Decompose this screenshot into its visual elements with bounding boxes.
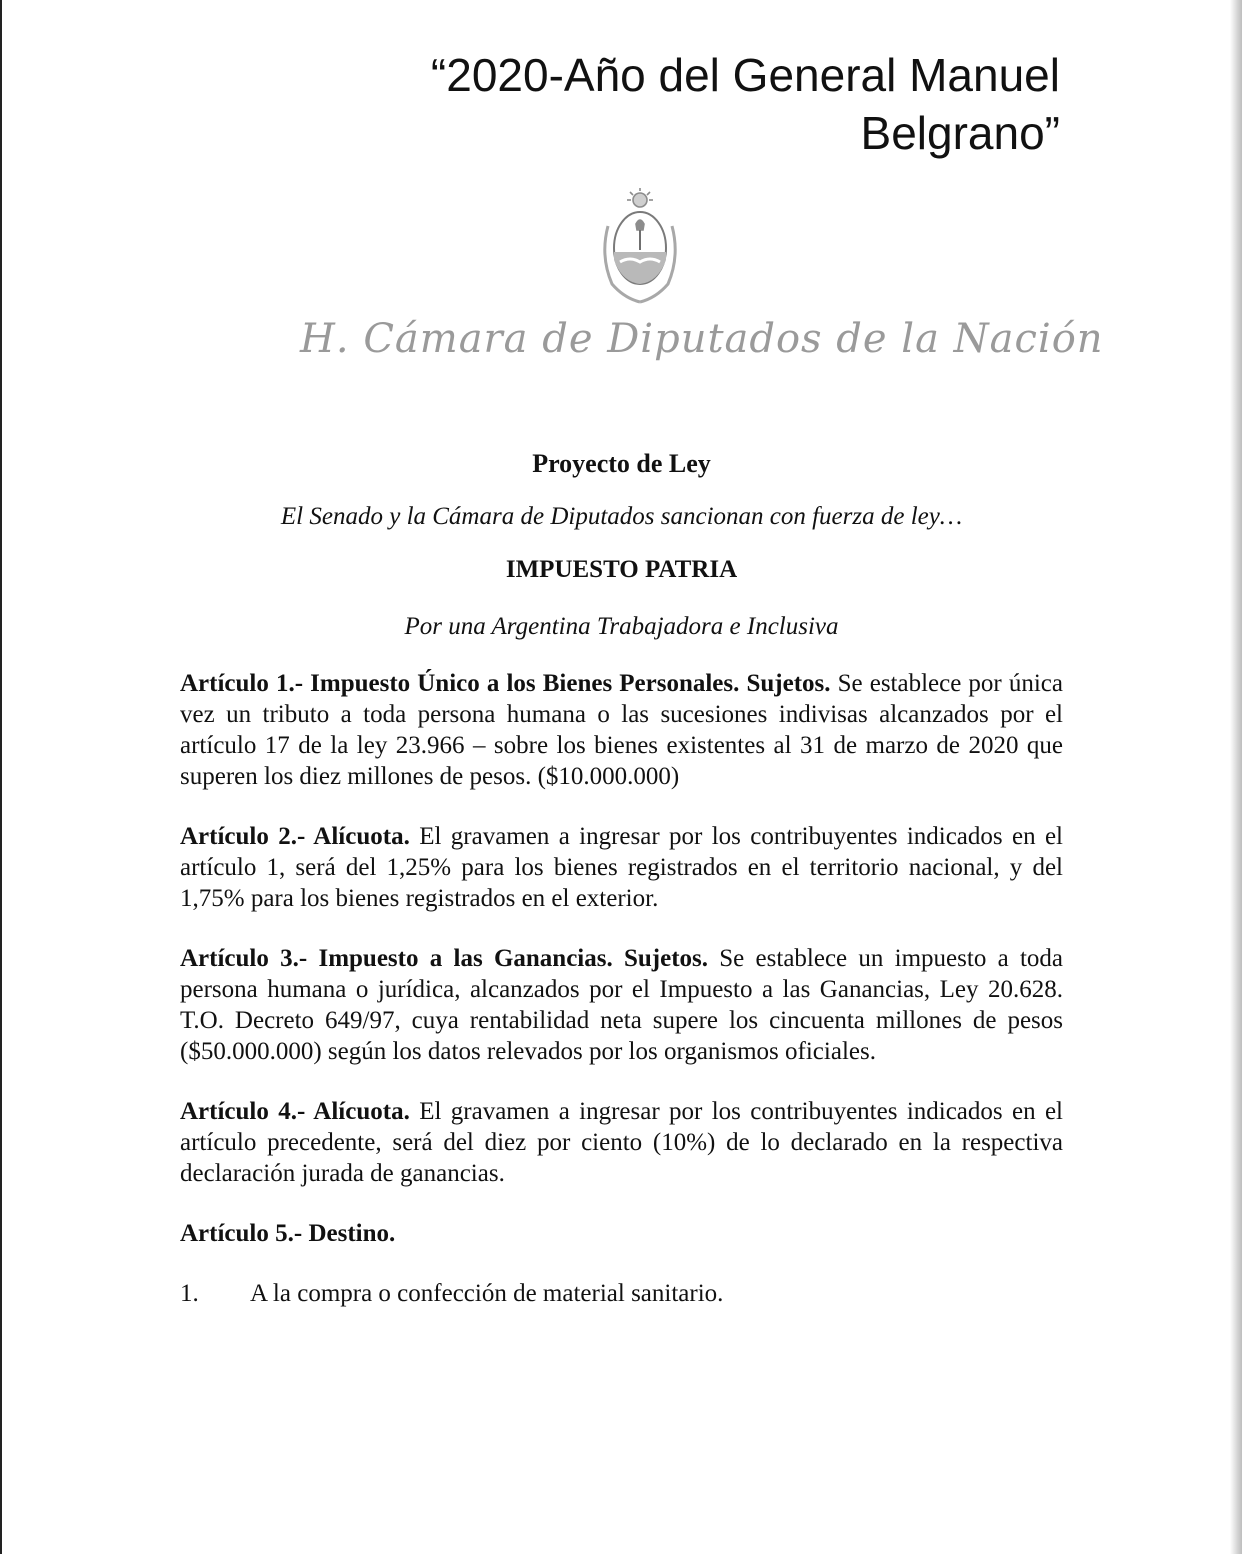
page-left-border	[0, 0, 2, 1554]
article-5	[180, 1218, 1063, 1249]
page-right-shadow	[1230, 0, 1242, 1554]
article-text: El gravamen a ingresar por los contribuyentes indicados en el artículo 1, será del 1,25% para los bienes registrados en el territorio nacional, y del 1,75% para los bienes registrados en el exterior.	[180, 823, 1063, 912]
year-banner-line-1: “2020-Año del General Manuel	[430, 49, 1060, 101]
article-heading: Artículo 4.- Alícuota.	[180, 1098, 410, 1125]
article-text: Se establece por única vez un tributo a toda persona humana o las sucesiones indivisas alcanzados por el artículo 17 de la ley 23.966 – sobre los bienes existentes al 31 de marzo de 2020 que superen los diez millones de pesos. ($10.000.000)	[180, 670, 1063, 790]
institution-name: H. Cámara de Diputados de la Nación	[300, 316, 1104, 362]
document-body	[180, 448, 1063, 1309]
coat-of-arms-icon	[598, 186, 682, 308]
document-type: Proyecto de Ley	[532, 449, 711, 478]
year-banner-line-2: Belgrano”	[860, 107, 1060, 159]
article-heading: Artículo 3.- Impuesto a las Ganancias. Sujetos.	[180, 945, 709, 972]
article-4	[180, 1096, 1063, 1189]
article-text: Se establece un impuesto a toda persona humana o jurídica, alcanzados por el Impuesto a las Ganancias, Ley 20.628. T.O. Decreto 649/97, cuya rentabilidad neta supere los cincuenta millones de pesos ($50.000.000) según los datos relevados por los organismos oficiales.	[180, 945, 1063, 1065]
article-heading: Artículo 1.- Impuesto Único a los Bienes Personales. Sujetos.	[180, 670, 831, 697]
enacting-formula: El Senado y la Cámara de Diputados sancionan con fuerza de ley…	[280, 503, 963, 530]
article-1	[180, 668, 1063, 792]
law-title: IMPUESTO PATRIA	[505, 556, 738, 583]
article-heading: Artículo 5.- Destino.	[180, 1220, 396, 1247]
article-2	[180, 821, 1063, 914]
year-banner	[300, 46, 1060, 162]
law-motto: Por una Argentina Trabajadora e Inclusiva	[404, 613, 839, 640]
article-heading: Artículo 2.- Alícuota.	[180, 823, 410, 850]
article-text: El gravamen a ingresar por los contribuyentes indicados en el artículo precedente, será del diez por ciento (10%) de lo declarado en la respectiva declaración jurada de ganancias.	[180, 1098, 1063, 1187]
article-3	[180, 943, 1063, 1067]
list-item	[180, 1278, 1063, 1309]
list-item-text: A la compra o confección de material sanitario.	[250, 1280, 724, 1307]
list-item-number: 1.	[180, 1280, 199, 1307]
